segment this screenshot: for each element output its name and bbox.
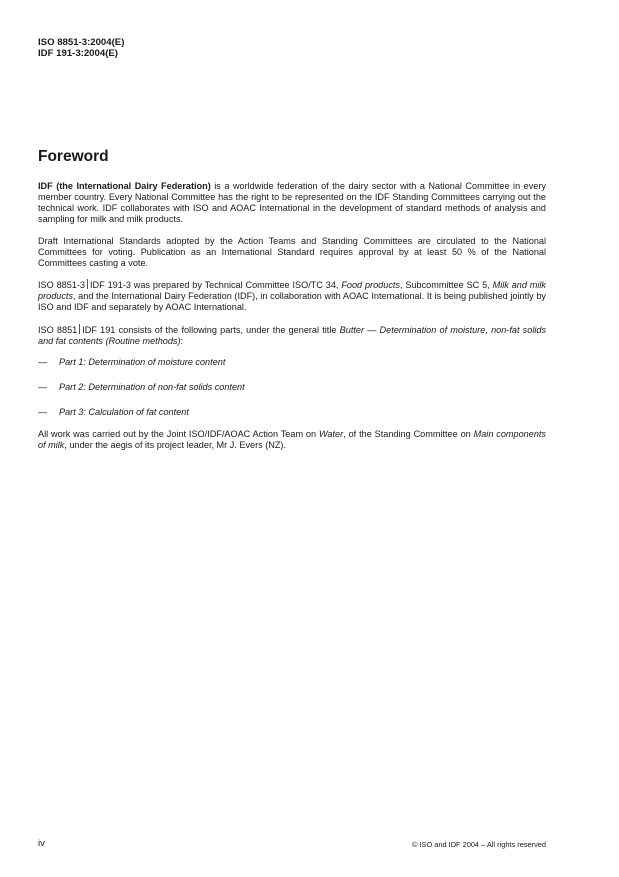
preparation-text-3: , and the International Dairy Federation (IDF), in collaboration with AOAC International. It is being published jointly by ISO and IDF and separately by AOAC International. [38,291,546,313]
idf-reference: IDF 191-3 [90,280,131,291]
document-header [38,37,124,59]
foreword-body [38,181,546,461]
dash-bullet: — [38,382,48,393]
separator-bar [79,324,80,334]
paragraph-parts-intro [38,324,546,347]
iso-reference: ISO 8851-3 [38,280,85,291]
part-title: Part 2: Determination of non-fat solids content [59,382,245,393]
iso-designation: ISO 8851-3:2004(E) [38,37,125,48]
parts-list [38,357,546,419]
parts-intro-text-2: : [180,335,184,346]
idf-intro-text: is a worldwide federation of the dairy sector with a National Committee in every member country. Every National Committee has the right to be represented on the IDF Standing Committees carrying out the technical work. IDF collaborates with ISO and AOAC International in the development of standard methods of analysis and sampling for milk and milk products. [38,181,546,225]
food-products-italic: Food products [341,280,400,291]
iso-reference: ISO 8851 [38,324,78,335]
part-title: Part 3: Calculation of fat content [59,407,189,418]
general-title-italic: Butter — Determination of moisture, non-fat solids and fat contents (Routine methods) [38,324,547,346]
preparation-text-1: was prepared by Technical Committee ISO/TC 34, [130,280,342,291]
parts-intro-text-1: consists of the following parts, under the general title [115,324,340,335]
page-number: iv [38,838,45,849]
page-title: Foreword [38,148,109,165]
dash-bullet: — [38,356,48,367]
copyright-notice: © ISO and IDF 2004 – All rights reserved [411,840,546,849]
ack-text-2: , of the Standing Committee on [343,428,474,439]
idf-designation: IDF 191-3:2004(E) [38,48,118,60]
paragraph-preparation [38,279,546,313]
ack-text-1: All work was carried out by the Joint ISO/IDF/AOAC Action Team on [38,428,319,439]
list-item [38,407,546,418]
separator-bar [87,279,88,289]
paragraph-acknowledgement [38,429,546,451]
ack-text-3: , under the aegis of its project leader, Mr J. Evers (NZ). [64,439,286,450]
idf-name-bold: IDF (the International Dairy Federation) [38,181,211,191]
preparation-text-2: , Subcommittee SC 5, [399,280,493,291]
main-components-italic: Main components of milk [38,428,546,450]
dash-bullet: — [38,407,48,418]
list-item [38,382,546,393]
part-title: Part 1: Determination of moisture content [59,356,226,367]
paragraph-idf-intro [38,181,546,225]
idf-reference: IDF 191 [82,324,116,335]
milk-products-italic: Milk and milk products [38,280,546,302]
list-item [38,357,546,368]
paragraph-voting: Draft International Standards adopted by the Action Teams and Standing Committees are circulated to the National Committees for voting. Publication as an International Standard requires approval by at least 50 % of the National Committees casting a vote. [38,235,546,268]
water-italic: Water [318,428,344,439]
